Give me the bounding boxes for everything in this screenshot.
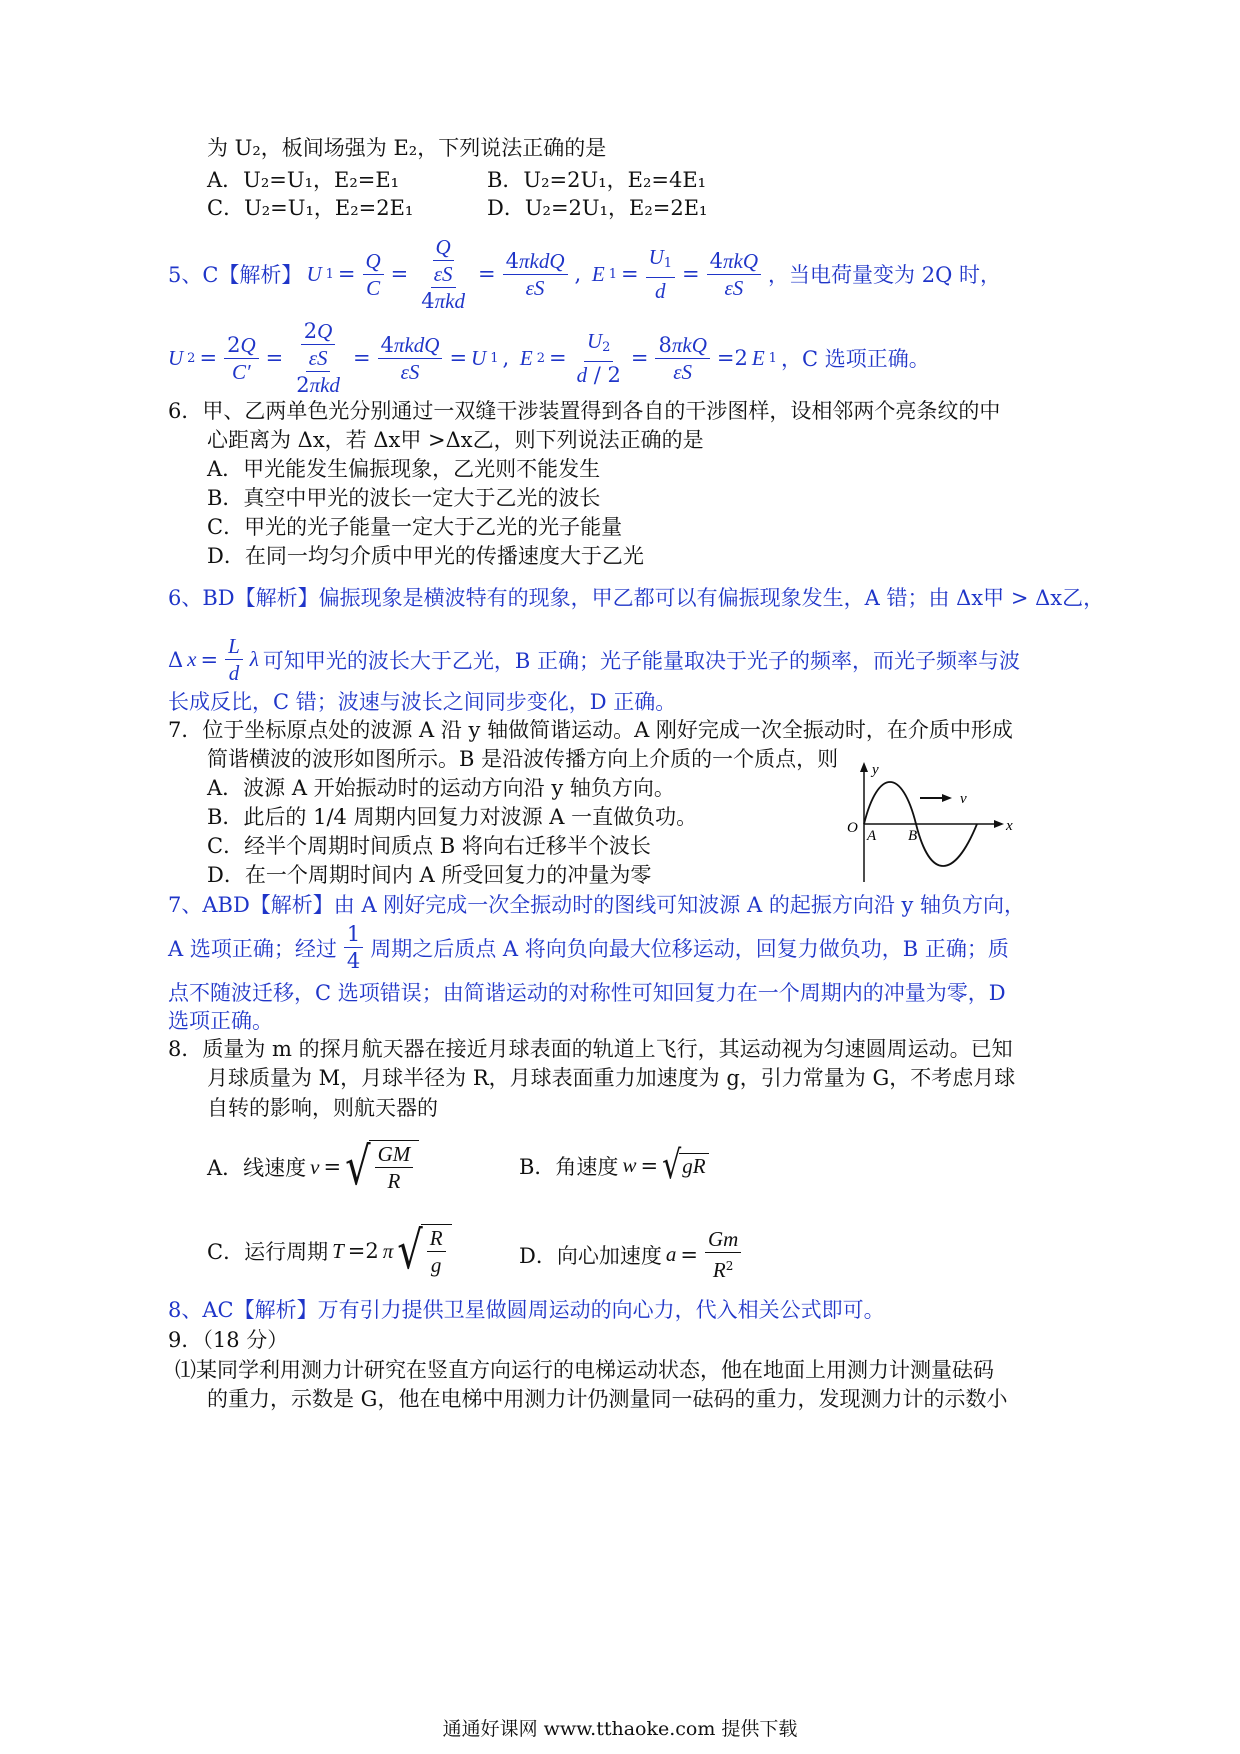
q6-stem-line2: 心距离为 Δx，若 Δx甲 >Δx乙，则下列说法正确的是 — [207, 428, 704, 452]
q8-option-a: A．线速度 v = √ $\frac{GM}{R}$ — [207, 1140, 419, 1194]
q6-stem-line1: 6．甲、乙两单色光分别通过一双缝干涉装置得到各自的干涉图样，设相邻两个亮条纹的中 — [168, 399, 1001, 423]
x-label: x — [1006, 818, 1013, 834]
origin-label: O — [847, 820, 858, 836]
wave-figure — [840, 760, 1020, 885]
q5-option-c: C．U₂=U₁，E₂=2E₁ — [207, 196, 414, 220]
q8-stem-line2: 月球质量为 M，月球半径为 R，月球表面重力加速度为 g，引力常量为 G，不考虑月球 — [207, 1066, 1016, 1090]
q9-line1: ⑴某同学利用测力计研究在竖直方向运行的电梯运动状态，他在地面上用测力计测量砝码 — [175, 1358, 994, 1382]
q8-option-a-label: A．线速度 — [207, 1156, 307, 1180]
q8-stem-line3: 自转的影响，则航天器的 — [207, 1096, 438, 1120]
q6-option-b: B．真空中甲光的波长一定大于乙光的波长 — [207, 486, 601, 510]
answer-7-line2-b: 周期之后质点 A 将向负向最大位移运动，回复力做负功，B 正确；质 — [370, 936, 1009, 961]
answer-7-line3: 点不随波迁移，C 选项错误；由简谐运动的对称性可知回复力在一个周期内的冲量为零，D — [168, 981, 1006, 1005]
q8-option-b-label: B．角速度 — [519, 1154, 619, 1179]
answer-5-end: ，C 选项正确。 — [780, 347, 930, 371]
q8-option-d-label: D．向心加速度 — [519, 1243, 662, 1268]
answer-5-prefix: 5、C【解析】 — [168, 263, 303, 287]
answer-6-line1: 6、BD【解析】偏振现象是横波特有的现象，甲乙都可以有偏振现象发生，A 错；由 Δx甲 > Δx乙， — [168, 586, 1105, 610]
q9-title: 9．（18 分） — [168, 1328, 289, 1352]
answer-7-line2-a: A 选项正确；经过 — [168, 936, 337, 961]
q6-option-d: D．在同一均匀介质中甲光的传播速度大于乙光 — [207, 544, 644, 568]
q7-option-a: A．波源 A 开始振动时的运动方向沿 y 轴负方向。 — [207, 776, 675, 800]
q7-option-c: C．经半个周期时间质点 B 将向右迁移半个波长 — [207, 834, 651, 858]
answer-7-line2: A 选项正确；经过 $\frac{1}{4}$ 周期之后质点 A 将向负向最大位移运动，回复力做负功，B 正确；质 — [168, 922, 1009, 973]
q6-option-c: C．甲光的光子能量一定大于乙光的光子能量 — [207, 515, 623, 539]
point-a-label: A — [867, 828, 877, 844]
q5-option-a: A．U₂=U₁，E₂=E₁ — [207, 168, 400, 192]
x-axis-arrow — [994, 820, 1004, 828]
q8-option-d: D．向心加速度 a = $\frac{Gm}{R^2}$ — [519, 1226, 744, 1283]
v-label: v — [960, 791, 967, 807]
answer-5-mid: ，当电荷量变为 2Q 时， — [768, 263, 1001, 287]
page-footer: 通通好课网 www.tthaoke.com 提供下载 — [442, 1718, 798, 1740]
q8-option-c-label: C．运行周期 — [207, 1240, 329, 1264]
point-b-label: B — [908, 828, 918, 844]
q5-option-b: B．U₂=2U₁，E₂=4E₁ — [487, 168, 707, 192]
q7-stem-line1: 7．位于坐标原点处的波源 A 沿 y 轴做简谐运动。A 刚好完成一次全振动时，在介质中形成 — [168, 718, 1013, 742]
q5-stem-tail: 为 U₂，板间场强为 E₂，下列说法正确的是 — [207, 136, 607, 160]
answer-5-line2: U 2 = $\frac{2Q}{C'}$ = $\frac{2Q}{\frac{\varepsilon S}{\text{2πkd}}}$ = $\frac{\text{4πkdQ}}{\varepsilon S}$ = U 1 , E 2 = $\frac{U_2}{d / 2}$ = $\frac{\text{8πkQ}}{\varepsilon S}$ =2 E 1 ，C 选项正确。 — [168, 319, 930, 397]
answer-6-line2-text: 可知甲光的波长大于乙光，B 正确；光子能量取决于光子的频率，而光子频率与波 — [262, 648, 1021, 673]
velocity-arrow-head — [942, 794, 952, 802]
answer-5-line1: 5、C【解析】 U 1 = $\frac{Q}{C}$ = $\frac{Q}{\frac{\varepsilon S}{\text{4πkd}}}$ = $\frac{\text{4πkdQ}}{\varepsilon S}$ , E 1 = $\frac{U_1}{d}$ = $\frac{\text{4πkQ}}{\varepsilon S}$ ，当电荷量变为 2Q 时， — [168, 235, 1001, 313]
answer-7-line4: 选项正确。 — [168, 1009, 273, 1033]
q8-option-b: B．角速度 w = √ gR — [519, 1148, 709, 1183]
q6-option-a: A．甲光能发生偏振现象，乙光则不能发生 — [207, 457, 601, 481]
q7-stem-line2: 简谐横波的波形如图所示。B 是沿波传播方向上介质的一个质点，则 — [207, 747, 839, 771]
q7-option-b: B．此后的 1/4 周期内回复力对波源 A 一直做负功。 — [207, 805, 698, 829]
answer-6-line3: 长成反比，C 错；波速与波长之间同步变化，D 正确。 — [168, 690, 677, 714]
q8-option-c: C．运行周期 T =2 π √ $\frac{R}{g}$ — [207, 1224, 452, 1278]
answer-8: 8、AC【解析】万有引力提供卫星做圆周运动的向心力，代入相关公式即可。 — [168, 1298, 885, 1322]
q5-option-d: D．U₂=2U₁，E₂=2E₁ — [487, 196, 708, 220]
y-axis-arrow — [860, 762, 868, 772]
q7-option-d: D．在一个周期时间内 A 所受回复力的冲量为零 — [207, 863, 652, 887]
y-label: y — [872, 762, 879, 778]
answer-6-line2: Δ x = $\frac{L}{d}$ λ 可知甲光的波长大于乙光，B 正确；光子能量取决于光子的频率，而光子频率与波 — [168, 634, 1021, 685]
q8-stem-line1: 8．质量为 m 的探月航天器在接近月球表面的轨道上飞行，其运动视为匀速圆周运动。已知 — [168, 1037, 1013, 1061]
q9-line2: 的重力，示数是 G，他在电梯中用测力计仍测量同一砝码的重力，发现测力计的示数小 — [207, 1387, 1008, 1411]
answer-7-line1: 7、ABD【解析】由 A 刚好完成一次全振动时的图线可知波源 A 的起振方向沿 y 轴负方向， — [168, 893, 1026, 917]
